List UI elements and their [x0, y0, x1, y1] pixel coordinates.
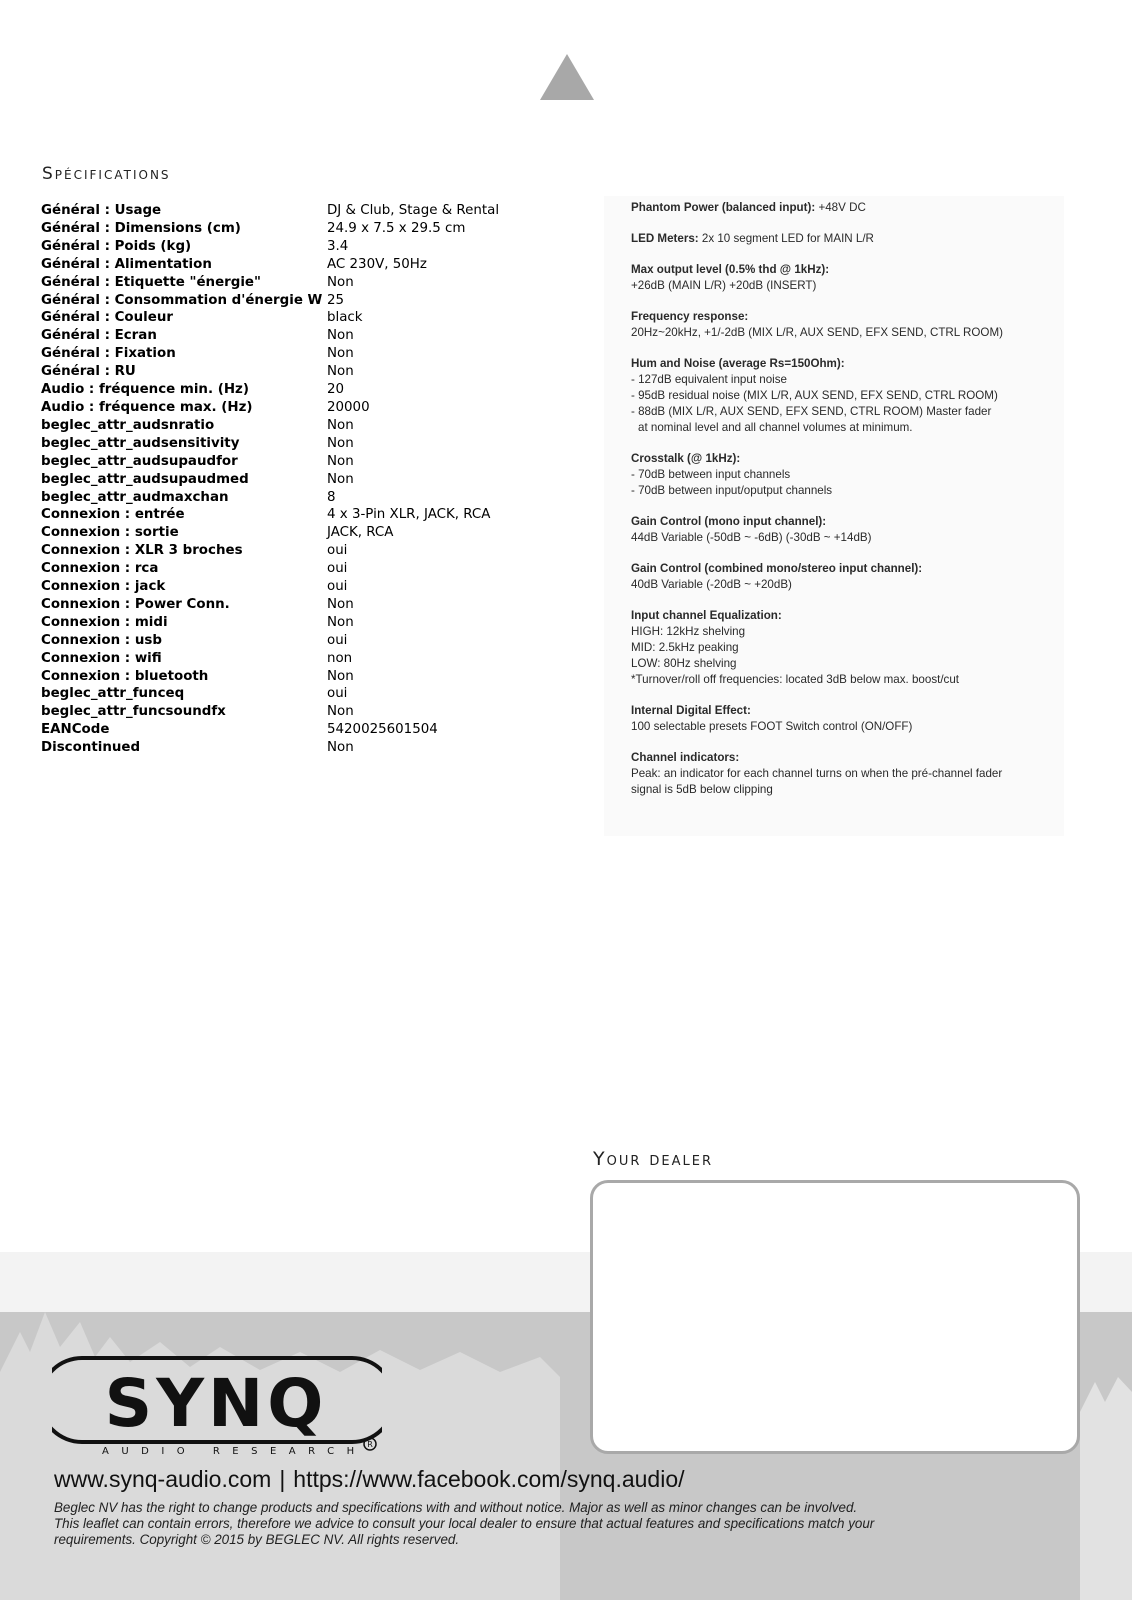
spec-key: Connexion : jack	[41, 579, 166, 595]
spec-key: Connexion : rca	[41, 561, 159, 577]
spec-key: Général : Consommation d'énergie W	[41, 292, 323, 308]
spec-row	[41, 506, 581, 524]
spec-key: Connexion : wifi	[41, 650, 162, 666]
spec-row	[41, 417, 581, 435]
spec-value: JACK, RCA	[327, 525, 394, 541]
spec-value: Non	[327, 614, 354, 630]
spec-key: Connexion : entrée	[41, 507, 185, 523]
disclaimer-line: requirements. Copyright © 2015 by BEGLEC NV. All rights reserved.	[54, 1532, 460, 1547]
facebook-link[interactable]: https://www.facebook.com/synq.audio/	[293, 1466, 685, 1492]
spec-row	[41, 309, 581, 327]
spec-key: Discontinued	[41, 740, 141, 756]
spec-key: Général : Poids (kg)	[41, 238, 192, 254]
channel-indicators-line: Peak: an indicator for each channel turns on when the pré-channel fader	[631, 767, 1003, 780]
disclaimer-line: Beglec NV has the right to change products and specifications with and without notice. Major as well as minor changes can be involved.	[54, 1500, 858, 1515]
spec-key: Général : Fixation	[41, 346, 176, 362]
spec-row	[41, 471, 581, 489]
max-output-heading: Max output level (0.5% thd @ 1kHz):	[631, 263, 830, 276]
specifications-table-body	[41, 202, 581, 757]
spec-key: beglec_attr_funcsoundfx	[41, 704, 226, 720]
spec-value: 20000	[327, 399, 370, 415]
spec-value: Non	[327, 453, 354, 469]
spec-value: Non	[327, 471, 354, 487]
digital-effect-heading: Internal Digital Effect:	[631, 704, 751, 717]
logo-text: SYNQ	[104, 1365, 328, 1442]
spec-value: Non	[327, 364, 354, 380]
spec-key: beglec_attr_audsnratio	[41, 417, 215, 433]
spec-row	[41, 596, 581, 614]
spec-row	[41, 256, 581, 274]
spec-value: oui	[327, 561, 348, 577]
spec-key: Général : Ecran	[41, 328, 157, 344]
specifications-table	[41, 202, 581, 757]
spec-key: Général : Couleur	[41, 310, 173, 326]
spec-row	[41, 238, 581, 256]
max-output-line: +26dB (MAIN L/R) +20dB (INSERT)	[631, 279, 817, 292]
spec-key: EANCode	[41, 722, 110, 738]
crosstalk-line: - 70dB between input/oputput channels	[631, 484, 833, 497]
spec-value: Non	[327, 740, 354, 756]
spec-key: Général : RU	[41, 364, 136, 380]
triangle-up-icon	[540, 54, 594, 100]
spec-row	[41, 274, 581, 292]
spec-value: DJ & Club, Stage & Rental	[327, 203, 500, 218]
spec-row	[41, 453, 581, 471]
spec-key: Connexion : usb	[41, 632, 162, 648]
spec-value: 8	[327, 489, 336, 505]
spec-key: Audio : fréquence min. (Hz)	[41, 382, 249, 398]
led-value: 2x 10 segment LED for MAIN L/R	[701, 232, 874, 245]
gain-combined-heading: Gain Control (combined mono/stereo input channel):	[631, 562, 923, 575]
spec-row	[41, 381, 581, 399]
spec-row	[41, 202, 581, 220]
crosstalk-line: - 70dB between input channels	[631, 468, 791, 481]
spec-key: Connexion : midi	[41, 614, 168, 630]
channel-indicators-heading: Channel indicators:	[631, 751, 740, 764]
disclaimer-line: This leaflet can contain errors, therefore we advice to consult your local dealer to ensure that actual features and specifications match your	[54, 1516, 875, 1531]
spec-value: 20	[327, 382, 345, 398]
spec-key: beglec_attr_funceq	[41, 686, 185, 702]
spec-row	[41, 435, 581, 453]
equalization-line: MID: 2.5kHz peaking	[631, 641, 739, 654]
logo-subtitle: AUDIO RESEARCH	[102, 1446, 367, 1457]
spec-value: 25	[327, 292, 345, 308]
equalization-line: LOW: 80Hz shelving	[631, 657, 737, 670]
spec-value: 5420025601504	[327, 722, 438, 738]
website-link[interactable]: www.synq-audio.com	[54, 1466, 272, 1492]
spec-row	[41, 632, 581, 650]
spec-row	[41, 542, 581, 560]
spec-row	[41, 560, 581, 578]
spec-value: Non	[327, 704, 354, 720]
channel-indicators-line: signal is 5dB below clipping	[631, 783, 773, 796]
spec-value: Non	[327, 417, 354, 433]
spec-value: 3.4	[327, 238, 349, 254]
spec-row	[41, 685, 581, 703]
equalization-line: HIGH: 12kHz shelving	[631, 625, 746, 638]
spec-key: Général : Dimensions (cm)	[41, 220, 241, 236]
led-label: LED Meters:	[631, 232, 699, 245]
spec-value: Non	[327, 668, 354, 684]
spec-row	[41, 327, 581, 345]
phantom-value: +48V DC	[818, 201, 866, 214]
equalization-line: *Turnover/roll off frequencies: located 3dB below max. boost/cut	[631, 673, 960, 686]
spec-row	[41, 739, 581, 757]
spec-key: beglec_attr_audsupaudmed	[41, 471, 249, 487]
spec-value: Non	[327, 596, 354, 612]
spec-row	[41, 721, 581, 739]
spec-key: Connexion : Power Conn.	[41, 596, 230, 612]
footer-links	[54, 1466, 685, 1493]
spec-row	[41, 220, 581, 238]
spec-value: oui	[327, 543, 348, 559]
spec-key: Général : Etiquette "énergie"	[41, 274, 261, 290]
technical-specs-panel	[604, 196, 1064, 836]
spec-row	[41, 292, 581, 310]
spec-key: Audio : fréquence max. (Hz)	[41, 399, 253, 415]
spec-key: Connexion : sortie	[41, 525, 179, 541]
dealer-box	[590, 1180, 1080, 1454]
spec-value: AC 230V, 50Hz	[327, 256, 427, 272]
spec-value: Non	[327, 328, 354, 344]
spec-row	[41, 614, 581, 632]
crosstalk-heading: Crosstalk (@ 1kHz):	[631, 452, 741, 465]
spec-value: 24.9 x 7.5 x 29.5 cm	[327, 220, 466, 236]
hum-noise-line: - 127dB equivalent input noise	[631, 373, 787, 386]
spec-value: Non	[327, 346, 354, 362]
spec-value: 4 x 3-Pin XLR, JACK, RCA	[327, 507, 491, 523]
hum-noise-line: - 95dB residual noise (MIX L/R, AUX SEND, EFX SEND, CTRL ROOM)	[631, 389, 998, 402]
spec-row	[41, 524, 581, 542]
spec-key: Général : Usage	[41, 203, 162, 218]
spec-row	[41, 363, 581, 381]
spec-value: oui	[327, 579, 348, 595]
spec-key: beglec_attr_audsensitivity	[41, 435, 240, 451]
equalization-heading: Input channel Equalization:	[631, 609, 782, 622]
disclaimer	[54, 1500, 954, 1548]
spec-key: beglec_attr_audsupaudfor	[41, 453, 238, 469]
hum-noise-line: - 88dB (MIX L/R, AUX SEND, EFX SEND, CTRL ROOM) Master fader	[631, 405, 992, 418]
frequency-line: 20Hz~20kHz, +1/-2dB (MIX L/R, AUX SEND, EFX SEND, CTRL ROOM)	[631, 326, 1003, 339]
gain-mono-heading: Gain Control (mono input channel):	[631, 515, 827, 528]
spec-key: Général : Alimentation	[41, 256, 212, 272]
specifications-heading: Spécifications	[42, 164, 171, 184]
spec-row	[41, 578, 581, 596]
registered-mark-icon: R	[367, 1440, 373, 1449]
spec-row	[41, 489, 581, 507]
hum-noise-line: at nominal level and all channel volumes at minimum.	[638, 421, 913, 434]
spec-row	[41, 703, 581, 721]
spec-value: non	[327, 650, 353, 666]
spec-value: black	[327, 310, 363, 326]
spec-value: Non	[327, 274, 354, 290]
spec-row	[41, 650, 581, 668]
dealer-heading: Your dealer	[593, 1148, 714, 1170]
spec-key: beglec_attr_audmaxchan	[41, 489, 229, 505]
spec-row	[41, 399, 581, 417]
gain-combined-line: 40dB Variable (-20dB ~ +20dB)	[631, 578, 792, 591]
spec-key: Connexion : XLR 3 broches	[41, 543, 243, 559]
spec-key: Connexion : bluetooth	[41, 668, 209, 684]
spec-value: Non	[327, 435, 354, 451]
digital-effect-line: 100 selectable presets FOOT Switch control (ON/OFF)	[631, 720, 913, 733]
phantom-label: Phantom Power (balanced input):	[631, 201, 816, 214]
link-separator: |	[279, 1466, 286, 1492]
spec-row	[41, 668, 581, 686]
spec-row	[41, 345, 581, 363]
spec-value: oui	[327, 632, 348, 648]
frequency-heading: Frequency response:	[631, 310, 749, 323]
gain-mono-line: 44dB Variable (-50dB ~ -6dB) (-30dB ~ +14dB)	[631, 531, 872, 544]
synq-logo	[52, 1352, 382, 1456]
spec-value: oui	[327, 686, 348, 702]
hum-noise-heading: Hum and Noise (average Rs=150Ohm):	[631, 357, 845, 370]
